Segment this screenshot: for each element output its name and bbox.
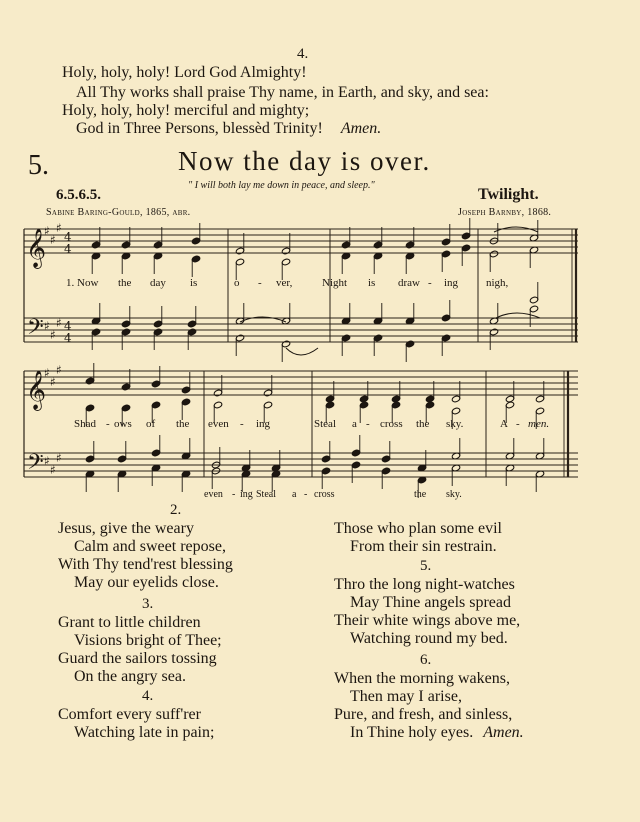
lyric-s2-16: - [516,418,520,430]
svg-text:♯: ♯ [44,366,50,380]
verse-3-line-4: On the angry sea. [74,668,186,685]
lyric-s2-13: the [416,418,430,430]
bass-lyric-9: sky. [446,489,462,500]
svg-text:4: 4 [64,230,72,244]
prev-verse-amen: Amen. [340,120,382,137]
verse-5-line-2: May Thine angels spread [350,594,511,611]
svg-text:♯: ♯ [56,221,62,235]
svg-text:𝄞: 𝄞 [26,370,47,410]
svg-text:♯: ♯ [56,316,62,330]
prev-verse-line-1: Holy, holy, holy! Lord God Almighty! [62,64,307,81]
verse-2-number: 2. [170,502,182,518]
lyric-s2-9: Steal [314,418,336,430]
lyric-s1-7: ver, [276,277,293,289]
bass-lyric-3: ing [240,489,253,500]
verse-5-line-4: Watching round my bed. [350,630,508,647]
lyric-s1-10: draw [398,277,420,289]
verse-5-line-1: Thro the long night-watches [334,576,515,593]
svg-text:4: 4 [64,319,72,333]
svg-text:♯: ♯ [56,451,62,465]
bass-lyric-2: - [232,489,236,500]
lyric-s1-1: 1. Now [66,277,99,289]
prev-verse-line-3: Holy, holy, holy! merciful and mighty; [62,102,310,119]
verse-6-line-3: Pure, and fresh, and sinless, [334,706,513,723]
verse-3-line-1: Grant to little children [58,614,201,631]
svg-text:♯: ♯ [44,319,50,333]
lyric-s1-4: is [190,277,198,289]
verse-5-number: 5. [420,558,432,574]
bass-lyric-6: - [304,489,308,500]
svg-text:♯: ♯ [50,463,56,477]
lyric-s2-2: - [106,418,110,430]
lyric-s1-13: nigh, [486,277,509,289]
prev-verse-line-2: All Thy works shall praise Thy name, in Earth, and sky, and sea: [76,84,489,101]
prev-verse-line-4-text: God in Three Persons, blessèd Trinity! [76,120,323,137]
lyric-s2-14: sky. [446,418,464,430]
lyric-s1-8: Night [322,277,348,289]
lyric-s2-5: the [176,418,190,430]
lyric-s1-9: is [368,277,376,289]
svg-text:♯: ♯ [50,328,56,342]
verse-3-line-2: Visions bright of Thee; [74,632,222,649]
verse-2-line-3: With Thy tend'rest blessing [58,556,233,573]
svg-text:𝄢: 𝄢 [27,315,44,345]
lyric-s2-4: of [146,418,156,430]
lyric-s2-10: a [352,418,357,430]
bass-lyric-7: cross [314,489,335,500]
verse-4-line-2: Watching late in pain; [74,724,215,741]
verse-4-line-3: Those who plan some evil [334,520,502,537]
lyric-s2-6: even [208,418,229,430]
verse-4-number: 4. [142,688,154,704]
verse-3-line-3: Guard the sailors tossing [58,650,217,667]
hymn-title: Now the day is over. [178,146,431,176]
lyric-s2-12: cross [380,418,403,430]
bass-lyric-4: Steal [256,489,276,500]
svg-text:𝄢: 𝄢 [27,450,44,480]
verse-2-line-1: Jesus, give the weary [58,520,194,537]
verse-6-amen: Amen. [483,724,524,741]
verse-6-line-2: Then may I arise, [350,688,462,705]
verse-5-line-3: Their white wings above me, [334,612,521,629]
hymn-tune-name: Twilight. [478,186,539,203]
verse-3-number: 3. [142,596,154,612]
bass-lyric-8: the [414,489,427,500]
lyric-s2-1: Shad [74,418,96,430]
lyric-s1-11: - [428,277,432,289]
verse-6-line-1: When the morning wakens, [334,670,510,687]
verse-2-line-4: May our eyelids close. [74,574,219,591]
hymn-meter: 6.5.6.5. [56,187,101,203]
svg-text:♯: ♯ [50,233,56,247]
hymn-composer: Joseph Barnby, 1868. [458,207,552,218]
lyric-s2-3: ows [114,418,132,430]
lyric-s1-12: ing [444,277,459,289]
bass-lyric-5: a [292,489,297,500]
lyric-s2-7: - [240,418,244,430]
lyric-s1-3: day [150,277,166,289]
lyric-s1-6: - [258,277,262,289]
hymn-number: 5. [28,150,49,181]
svg-text:♯: ♯ [44,224,50,238]
lyric-s2-11: - [366,418,370,430]
lyric-s2-15: A [500,418,508,430]
bass-lyric-1: even [204,489,223,500]
verse-2-line-2: Calm and sweet repose, [74,538,226,555]
lyric-s2-17: men. [528,418,550,430]
verse-6-line-4-text: In Thine holy eyes. [350,724,474,741]
hymn-epigraph: " I will both lay me down in peace, and sleep." [188,180,375,191]
lyric-s1-2: the [118,277,132,289]
verse-6-line-4 [350,724,524,742]
prev-verse-number: 4. [297,46,309,62]
svg-text:4: 4 [64,242,72,256]
lyric-s1-5: o [234,277,240,289]
verse-6-number: 6. [420,652,432,668]
hymn-author: Sabine Baring-Gould, 1865, abr. [46,207,191,218]
lyric-s2-8: ing [256,418,271,430]
verse-4-line-4: From their sin restrain. [350,538,497,555]
svg-text:4: 4 [64,331,72,345]
verse-4-line-1: Comfort every suff'rer [58,706,201,723]
svg-text:♯: ♯ [56,363,62,377]
svg-text:♯: ♯ [44,454,50,468]
svg-text:𝄞: 𝄞 [26,228,47,268]
svg-text:♯: ♯ [50,375,56,389]
